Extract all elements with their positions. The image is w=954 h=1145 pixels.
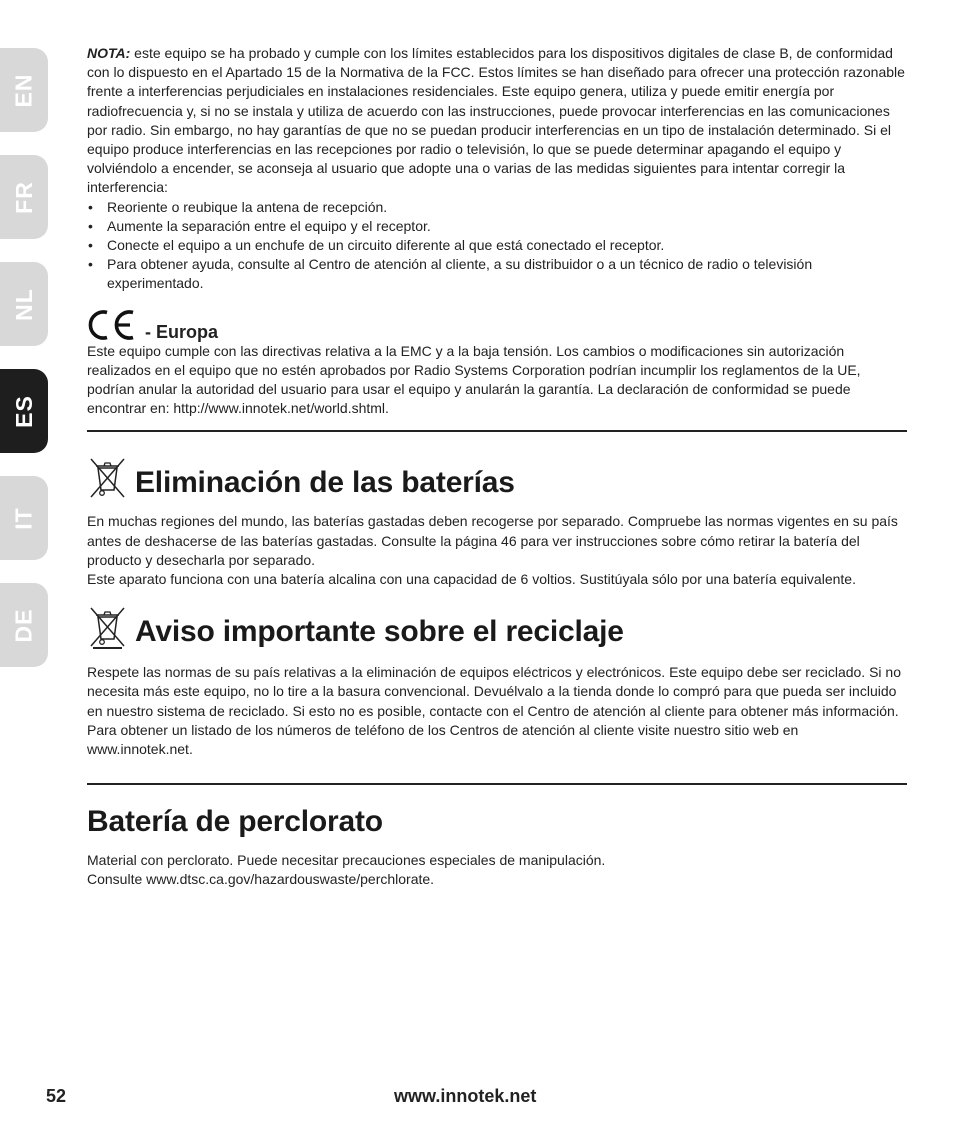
language-tab-label: IT — [10, 506, 37, 530]
perchlorate-line: Consulte www.dtsc.ca.gov/hazardouswaste/perchlorate. — [87, 871, 435, 888]
list-item: • Para obtener ayuda, consulte al Centro de atención al cliente, a su distribuidor o a un técnico de radio o televisión experimentado. — [87, 255, 907, 293]
recycling-paragraph: Respete las normas de su país relativas a la eliminación de equipos eléctricos y electrónicos. Este equipo debe ser reciclado. Si no necesita más este equipo, no lo tire a la basura convencional. Devuélvalo a la tienda donde lo compró para que pueda ser incluido en nuestro sistema de reciclado. Si esto no es posible, contacte con el Centro de atención al cliente para obtener más información. Para obtener un listado de los números de teléfono de los Centros de atención al cliente visite nuestro sitio web en www.innotek.net. — [87, 664, 901, 758]
language-tab-label: FR — [10, 180, 37, 214]
language-tab-es[interactable] — [0, 369, 48, 453]
ce-mark-icon — [87, 308, 139, 342]
language-tab-de[interactable] — [0, 583, 48, 667]
list-item: • Reoriente o reubique la antena de recepción. — [87, 198, 907, 217]
crossed-out-wheelie-bin-icon — [87, 605, 127, 649]
perchlorate-title: Batería de perclorato — [87, 805, 383, 839]
section-divider — [87, 783, 907, 785]
list-item: • Conecte el equipo a un enchufe de un circuito diferente al que está conectado el receptor. — [87, 236, 907, 255]
language-tab-label: NL — [10, 287, 37, 321]
section-divider — [87, 430, 907, 432]
battery-disposal-paragraph: En muchas regiones del mundo, las baterías gastadas deben recogerse por separado. Compruebe las normas vigentes en su país antes de deshacerse de las baterías gastadas. Consulte la página 46 para ver instrucciones sobre cómo retirar la batería del producto y desecharla por separado. — [87, 513, 898, 568]
language-tab-label: ES — [10, 394, 37, 428]
europe-paragraph: Este equipo cumple con las directivas relativa a la EMC y a la baja tensión. Los cambios o modificaciones sin autorización realizados en el equipo que no estén aprobados por Radio Systems Corporation podrían incumplir los reglamentos de la UE, podrían anular la autoridad del usuario para usar el equipo y anularán la garantía. La declaración de conformidad se puede encontrar en: http://www.innotek.net/world.shtml. — [87, 342, 861, 417]
fcc-note-paragraph — [87, 44, 907, 198]
europe-title: - Europa — [145, 321, 219, 342]
battery-type-paragraph: Este aparato funciona con una batería alcalina con una capacidad de 6 voltios. Sustitúyala sólo por una batería equivalente. — [87, 571, 856, 588]
page-content — [87, 44, 907, 890]
battery-disposal-title: Eliminación de las baterías — [135, 466, 515, 500]
language-tab-nl[interactable] — [0, 262, 48, 346]
page-number: 52 — [46, 1086, 67, 1106]
recycling-heading — [87, 605, 907, 649]
language-tab-it[interactable] — [0, 476, 48, 560]
language-tab-label: DE — [10, 608, 37, 642]
language-tab-label: EN — [10, 73, 37, 107]
perchlorate-line: Material con perclorato. Puede necesitar precauciones especiales de manipulación. — [87, 852, 606, 869]
language-tab-en[interactable] — [0, 48, 48, 132]
recycling-title: Aviso importante sobre el reciclaje — [135, 615, 624, 649]
europe-heading — [87, 306, 907, 342]
language-tab-fr[interactable] — [0, 155, 48, 239]
fcc-note-label: NOTA: — [87, 45, 131, 61]
fcc-measures-list — [87, 198, 907, 294]
fcc-note-text: este equipo se ha probado y cumple con los límites establecidos para los dispositivos digitales de clase B, de conformidad con lo dispuesto en el Apartado 15 de la Normativa de la FCC. Estos límites se han diseñado para ofrecer una protección razonable frente a interferencias perjudiciales en instalaciones residenciales. Este equipo genera, utiliza y puede emitir energía por radiofrecuencia y, si no se instala y utiliza de acuerdo con las instrucciones, puede provocar interferencias en las comunicaciones por radio. Sin embargo, no hay garantías de que no se puedan producir interferencias en un tipo de instalación determinado. Si el equipo produce interferencias en las recepciones por radio o televisión, lo que se puede determinar apagando el equipo y volviéndolo a encender, se aconseja al usuario que adopte una o varias de las medidas siguientes para intentar corregir la interferencia: — [87, 45, 905, 196]
battery-disposal-heading — [87, 456, 907, 500]
footer-website-link[interactable]: www.innotek.net — [394, 1086, 537, 1106]
crossed-out-wheelie-bin-icon — [87, 456, 127, 500]
list-item: • Aumente la separación entre el equipo y el receptor. — [87, 217, 907, 236]
